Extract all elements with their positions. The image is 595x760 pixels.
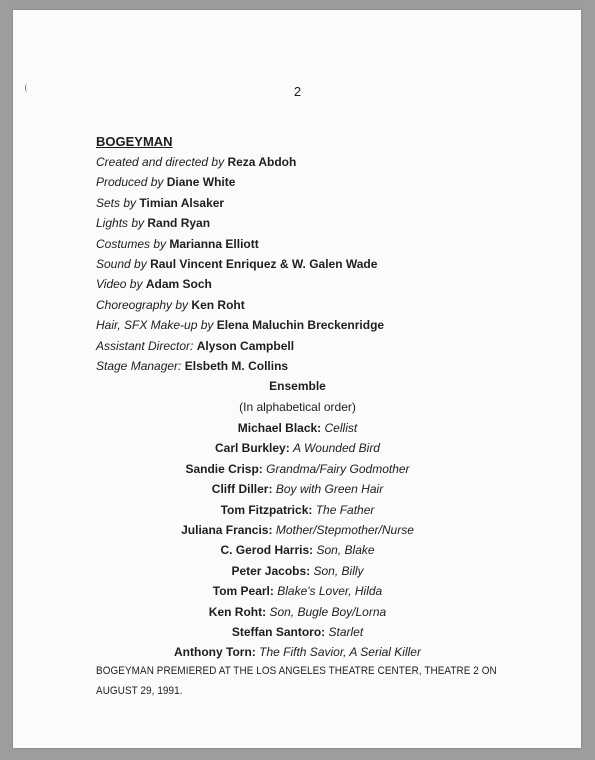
cast-row <box>0 561 595 581</box>
cast-row <box>0 438 595 458</box>
production-title: BOGEYMAN <box>96 134 173 149</box>
credit-role: Costumes by <box>96 236 167 251</box>
cast-part: Grandma/Fairy Godmother <box>266 461 410 476</box>
cast-part: Boy with Green Hair <box>275 482 384 497</box>
credit-role: Choreography by <box>96 297 189 312</box>
cast-actor: Sandie Crisp: <box>185 461 263 476</box>
cast-row <box>0 479 595 499</box>
credit-name: Adam Soch <box>145 277 212 292</box>
cast-row <box>0 622 595 642</box>
cast-row <box>0 459 595 479</box>
credit-name: Diane White <box>166 175 236 190</box>
cast-row <box>0 418 595 438</box>
cast-part: Cellist <box>324 421 358 435</box>
credit-role: Produced by <box>96 175 164 190</box>
cast-actor: Tom Fitzpatrick: <box>220 502 313 517</box>
ensemble-heading: Ensemble <box>269 379 326 393</box>
cast-part: Starlet <box>328 625 364 639</box>
cast-actor: Michael Black: <box>237 421 322 435</box>
credit-row <box>96 172 235 192</box>
cast-part: Son, Billy <box>313 563 364 578</box>
cast-actor: Peter Jacobs: <box>231 563 311 578</box>
credit-row <box>96 234 259 254</box>
credit-name: Ken Roht <box>191 297 245 312</box>
cast-row <box>0 520 595 540</box>
cast-part: The Fifth Savior, A Serial Killer <box>259 645 421 660</box>
credit-name: Alyson Campbell <box>196 338 295 353</box>
credit-role: Sets by <box>96 195 137 210</box>
cast-actor: Carl Burkley: <box>215 441 290 456</box>
ensemble-note: (In alphabetical order) <box>239 400 356 414</box>
credit-row <box>96 213 210 233</box>
credit-row <box>96 336 294 356</box>
cast-row <box>0 500 595 520</box>
page-number: 2 <box>293 84 302 99</box>
cast-actor: Ken Roht: <box>208 604 267 619</box>
credit-name: Rand Ryan <box>147 216 211 231</box>
cast-row <box>0 642 595 662</box>
cast-actor: Tom Pearl: <box>212 584 274 599</box>
credit-row <box>96 295 245 315</box>
cast-part: Mother/Stepmother/Nurse <box>275 523 414 537</box>
credit-role: Sound by <box>96 257 147 271</box>
credit-row <box>96 356 288 376</box>
cast-row <box>0 602 595 622</box>
cast-part: Son, Blake <box>316 543 375 558</box>
credit-role: Assistant Director: <box>96 338 194 353</box>
credit-role: Hair, SFX Make-up by <box>96 318 214 333</box>
cast-actor: Steffan Santoro: <box>231 625 326 639</box>
cast-row <box>0 540 595 560</box>
credit-row <box>96 254 377 274</box>
cast-part: Blake's Lover, Hilda <box>277 584 383 599</box>
credit-name: Timian Alsaker <box>139 195 225 210</box>
credit-row <box>96 315 384 335</box>
credit-name: Marianna Elliott <box>169 236 259 251</box>
cast-part: A Wounded Bird <box>293 441 380 456</box>
cast-actor: C. Gerod Harris: <box>220 543 314 558</box>
credit-name: Elena Maluchin Breckenridge <box>216 318 385 333</box>
cast-part: Son, Bugle Boy/Lorna <box>269 604 387 619</box>
premiere-line-2: AUGUST 29, 1991. <box>96 685 183 697</box>
credit-row <box>96 274 212 294</box>
premiere-line-1: BOGEYMAN PREMIERED AT THE LOS ANGELES THEATRE CENTER, THEATRE 2 ON <box>96 665 497 677</box>
credit-role: Created and directed by <box>96 155 225 169</box>
credit-name: Raul Vincent Enriquez & W. Galen Wade <box>150 257 378 271</box>
credit-role: Video by <box>96 277 143 292</box>
cast-actor: Cliff Diller: <box>211 482 273 497</box>
cast-actor: Juliana Francis: <box>181 523 273 537</box>
cast-row <box>0 581 595 601</box>
credit-row <box>96 152 296 172</box>
credit-name: Reza Abdoh <box>227 155 297 169</box>
cast-part: The Father <box>315 502 375 517</box>
credit-name: Elsbeth M. Collins <box>184 359 289 373</box>
credit-role: Lights by <box>96 216 145 231</box>
credit-role: Stage Manager: <box>96 359 182 373</box>
credit-row <box>96 193 224 213</box>
cast-actor: Anthony Torn: <box>174 645 256 660</box>
